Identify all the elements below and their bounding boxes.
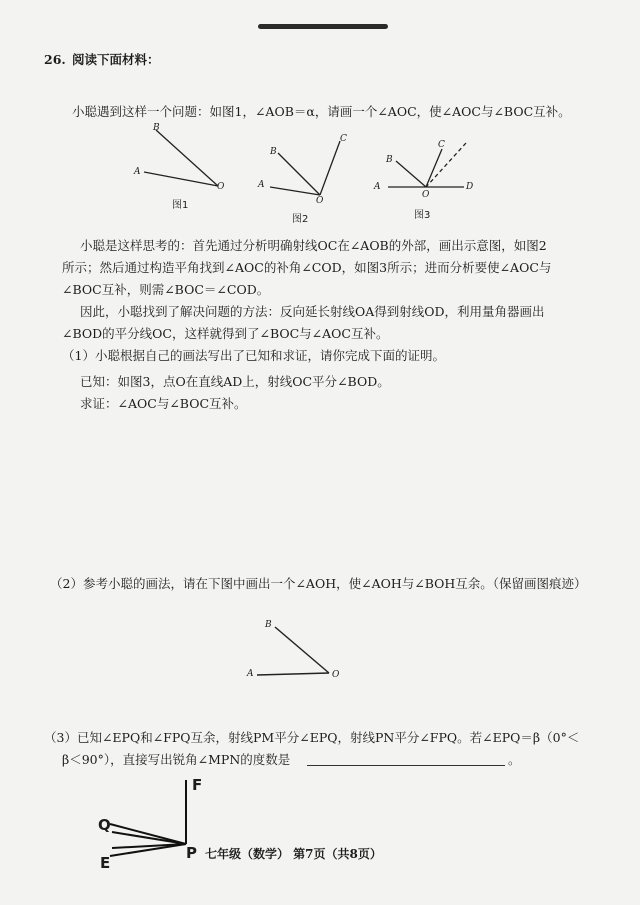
- fig2-label-a: A: [258, 180, 265, 190]
- thinking-line-2: 所示；然后通过构造平角找到∠AOC的补角∠COD，如图3所示；进而分析要使∠AOC与: [62, 260, 552, 275]
- part1-title: （1）小聪根据自己的画法写出了已知和求证，请你完成下面的证明。: [62, 348, 445, 363]
- fig1-label-a: A: [134, 167, 141, 177]
- figure-part2: [245, 615, 345, 685]
- sketch-label-f: F: [192, 776, 203, 794]
- figure-2-caption: 图2: [292, 214, 309, 225]
- part3-line-1: （3）已知∠EPQ和∠FPQ互余，射线PM平分∠EPQ，射线PN平分∠FPQ。若∠EPQ＝β（0°＜: [44, 730, 580, 745]
- fig2-label-c: C: [340, 134, 347, 144]
- sketch-label-e: E: [100, 854, 111, 872]
- method-line-1: 因此，小聪找到了解决问题的方法：反向延长射线OA得到射线OD，利用量角器画出: [80, 304, 545, 319]
- part1-prove: 求证：∠AOC与∠BOC互补。: [80, 396, 247, 411]
- fig4-label-a: A: [247, 669, 254, 679]
- fig1-label-o: O: [217, 182, 225, 192]
- thinking-line-3: ∠BOC互补，则需∠BOC＝∠COD。: [62, 282, 270, 297]
- method-line-2: ∠BOD的平分线OC，这样就得到了∠BOC与∠AOC互补。: [62, 326, 389, 341]
- problem-intro: 小聪遇到这样一个问题：如图1，∠AOB＝α，请画一个∠AOC，使∠AOC与∠BOC互补。: [72, 104, 571, 119]
- fig4-label-b: B: [265, 620, 272, 630]
- part3-end: 。: [508, 752, 521, 767]
- part1-given: 已知：如图3，点O在直线AD上，射线OC平分∠BOD。: [80, 374, 390, 389]
- part2-text: （2）参考小聪的画法，请在下图中画出一个∠AOH，使∠AOH与∠BOH互余。（保留画图痕迹）: [50, 576, 587, 591]
- figure-3: [380, 135, 480, 195]
- fig2-label-b: B: [270, 147, 277, 157]
- problem-heading: 阅读下面材料：: [72, 52, 160, 67]
- figure-1: [130, 120, 230, 195]
- sketch-label-q: Q: [98, 816, 111, 834]
- thinking-line-1: 小聪是这样思考的：首先通过分析明确射线OC在∠AOB的外部，画出示意图，如图2: [80, 238, 547, 253]
- part3-line-2: β＜90°），直接写出锐角∠MPN的度数是: [62, 752, 291, 767]
- figure-2: [258, 135, 358, 205]
- fig3-label-a: A: [374, 182, 381, 192]
- fig4-label-o: O: [332, 670, 340, 680]
- top-edge-bar: [258, 24, 388, 29]
- answer-blank[interactable]: [307, 765, 505, 766]
- page-footer: 七年级（数学） 第7页（共8页）: [205, 847, 382, 861]
- fig2-label-o: O: [316, 196, 324, 206]
- fig3-label-b: B: [386, 155, 393, 165]
- fig1-label-b: B: [153, 123, 160, 133]
- problem-number: 26.: [44, 52, 66, 67]
- figure-3-caption: 图3: [414, 210, 431, 221]
- sketch-label-p: P: [186, 844, 197, 862]
- figure-1-caption: 图1: [172, 200, 189, 211]
- fig3-label-d: D: [466, 182, 474, 192]
- fig3-label-c: C: [438, 140, 445, 150]
- fig3-label-o: O: [422, 190, 430, 200]
